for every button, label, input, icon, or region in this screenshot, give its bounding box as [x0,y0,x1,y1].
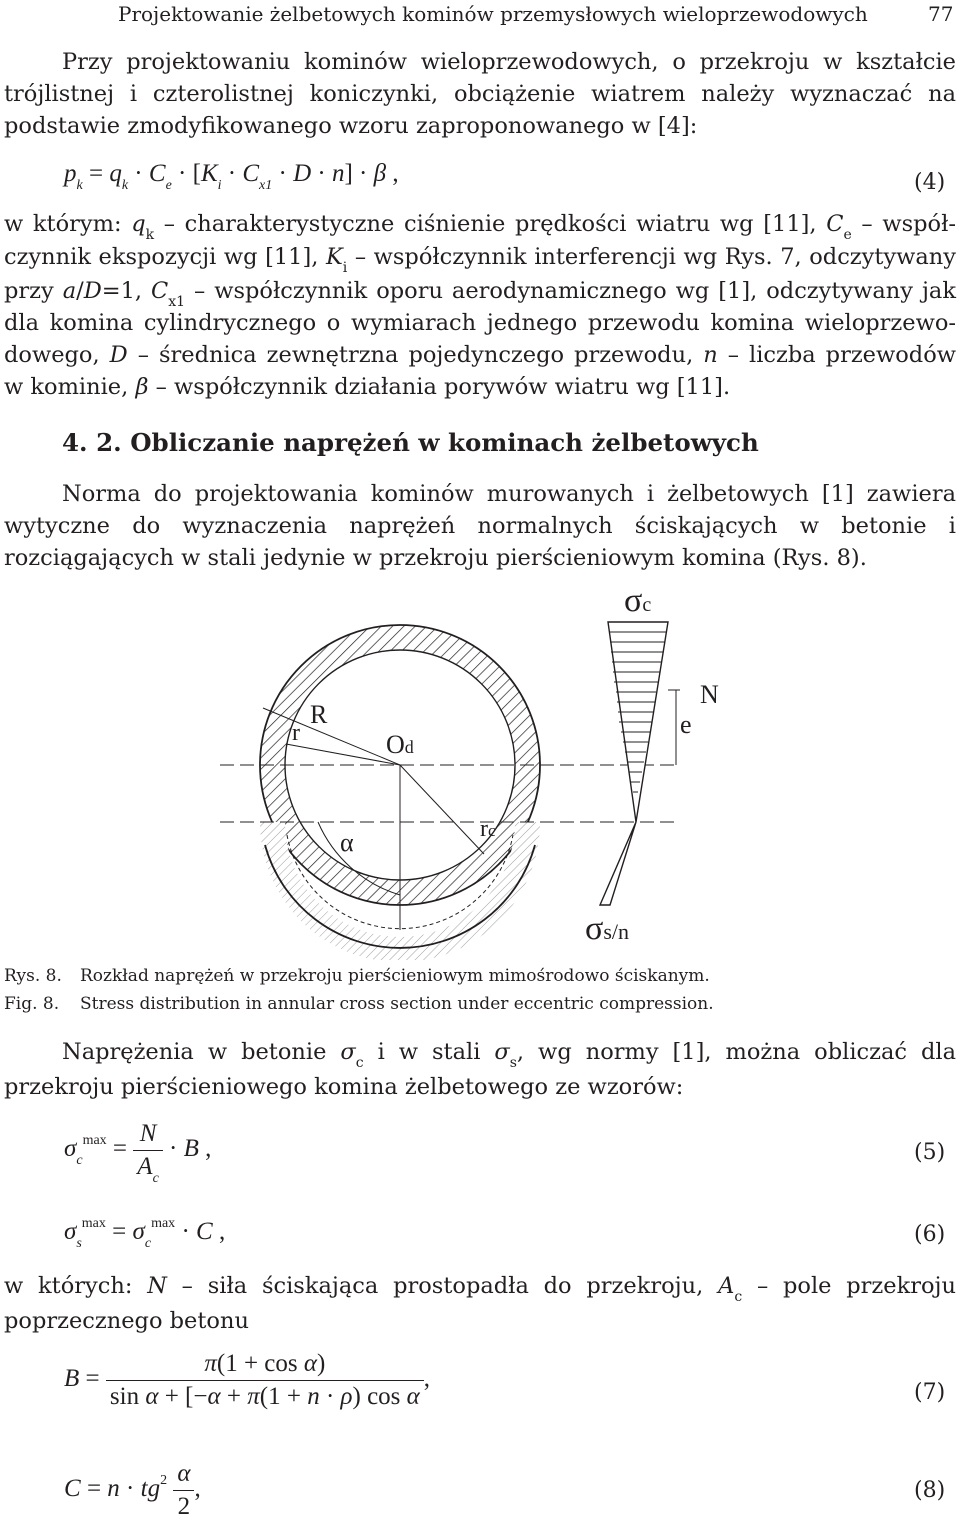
label-N: N [700,680,719,709]
where-block-2: w których: N – siła ściskająca prostopadła do przekroju, $A_c$ – pole przekroju poprzecznego betonu [4,1273,956,1334]
equation-8-number: (8) [914,1478,946,1503]
equation-7: B = $\frac{\text{π(1 + cos α)}}{\text{sin α + [−α + π(1 + n · ρ) cos α}}$ , [64,1350,431,1410]
page-number: 77 [928,2,954,26]
section-number: 4. 2. [62,428,122,457]
caption-pl: Rys. 8. Rozkład naprężeń w przekroju pierścieniowym mimośrodowo ściskanym. [4,966,710,986]
equation-8: $C = n \cdot tg^2$ $\frac{\alpha}{2}$ , [64,1460,201,1520]
equation-4: $p_k = q_k \cdot C_e \cdot [K_i \cdot C_{x1} \cdot D \cdot n] \cdot \beta$ , [64,160,399,193]
caption-en: Fig. 8. Stress distribution in annular cross section under eccentric compression. [4,994,714,1014]
where-line-1: w którym: $q_k$ – charakterystyczne ciśnienie prędkości wiatru wg [11], $C_e$ – współ- [4,211,956,243]
label-O: Od [386,730,414,759]
equation-7-number: (7) [914,1380,946,1405]
label-r: r [292,720,300,746]
equation-6: $\sigma_s^{max} = \sigma_c^{max} \cdot C$ , [64,1216,226,1251]
label-sigma-s: σs/n [585,910,630,947]
equation-5-number: (5) [914,1140,946,1165]
paragraph-norma: Norma do projektowania kominów murowanych i żelbetowych [1] zawiera wytyczne do wyznaczenia naprężeń normalnych ściskających w betonie i rozciągających w stali jedynie w przekroju pierścieniowym komina (Rys. 8). [4,481,956,571]
stress-tension [600,822,636,905]
label-R: R [310,700,328,729]
running-header-title: Projektowanie żelbetowych kominów przemysłowych wieloprzewodowych [118,2,868,26]
label-rc: rc [480,816,496,842]
label-alpha: α [340,828,354,857]
paragraph-stresses: Naprężenia w betonie $\sigma_c$ i w stali $\sigma_s$, wg normy [1], można obliczać dla przekroju pierścieniowego komina żelbetowego ze wzorów: [4,1039,956,1100]
where-line-5: dowego, D – średnica zewnętrzna pojedynczego przewodu, n – liczba przewodów [4,342,957,368]
section-title: Obliczanie naprężeń w kominach żelbetowych [130,428,759,457]
where-line-2: czynnik ekspozycji wg [11], $K_i$ – współczynnik interferencji wg Rys. 7, odczytywany [4,244,957,276]
figure-ring-stress [200,580,680,960]
equation-5: $\sigma_c^{max}$ = $\frac{N}{A_c}$ · B , [64,1120,212,1186]
label-sigma-c: σc [624,582,652,619]
where-line-3: przy a/D=1, $C_{x1}$ – współczynnik oporu aerodynamicznego wg [1], odczytywany jak [4,278,956,310]
paragraph-intro: Przy projektowaniu kominów wieloprzewodowych, o przekroju w kształcie trójlistnej i czterolistnej koniczynki, obciążenie wiatrem należy wyznaczać na podstawie zmodyfikowanego wzoru zaproponowanego w [4]: [4,49,956,139]
equation-4-number: (4) [914,170,946,195]
label-e: e [680,710,692,739]
section-heading [62,428,759,457]
where-line-4: dla komina cylindrycznego o wymiarach jednego przewodu komina wieloprzewo- [4,310,956,336]
where-line-6: w kominie, β – współczynnik działania porywów wiatru wg [11]. [4,374,731,400]
equation-6-number: (6) [914,1222,946,1247]
